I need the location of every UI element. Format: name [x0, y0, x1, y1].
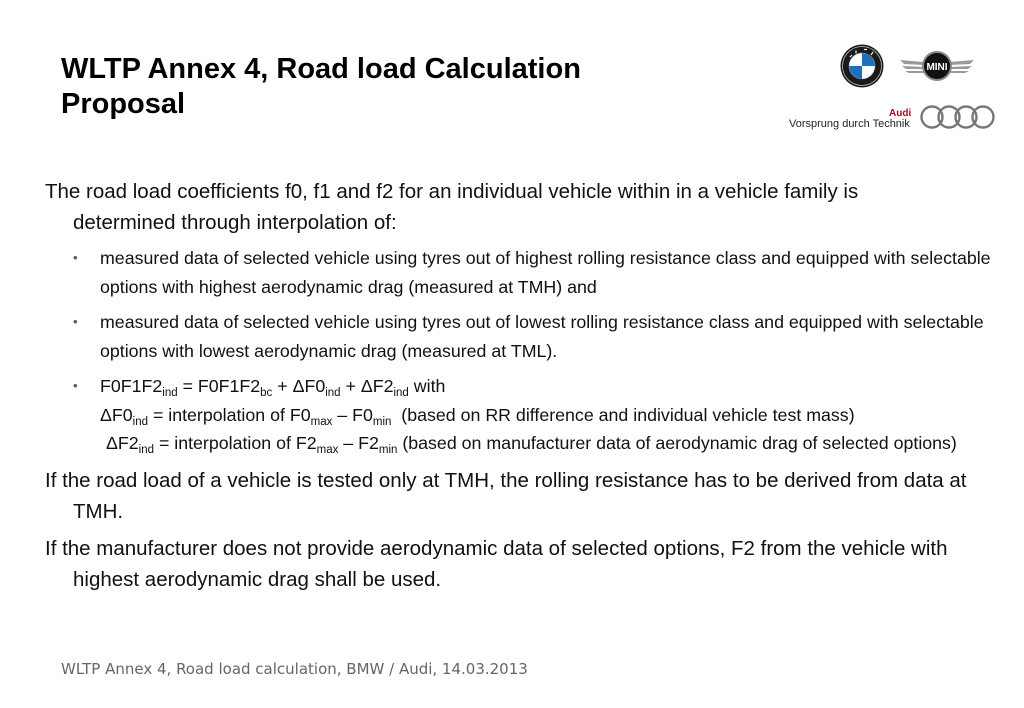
- formula-sub: ind: [132, 415, 148, 428]
- bullet-marker: •: [73, 314, 78, 329]
- formula-sub: min: [372, 415, 392, 428]
- bullet-marker: •: [73, 250, 78, 265]
- formula-main: [100, 372, 1005, 401]
- tmh-paragraph: If the road load of a vehicle is tested only at TMH, the rolling resistance has to be derived from data at TMH.: [45, 468, 967, 523]
- formula-term: ΔF0: [100, 404, 133, 425]
- audi-slogan: Vorsprung durch Technik: [789, 118, 910, 130]
- bullet-lowest-drag: measured data of selected vehicle using tyres out of lowest rolling resistance class and equipped with selectable options with lowest aerodynamic drag (measured at TML).: [100, 312, 984, 361]
- formula-df0: [100, 401, 1005, 430]
- aero-paragraph: If the manufacturer does not provide aerodynamic data of selected options, F2 from the vehicle with highest aerodynamic drag shall be used.: [45, 536, 948, 591]
- slide-footer: WLTP Annex 4, Road load calculation, BMW / Audi, 14.03.2013: [61, 660, 528, 678]
- intro-line1: The road load coefficients f0, f1 and f2 for an individual vehicle within in a vehicle family is: [45, 180, 859, 203]
- formula-note: (based on RR difference and individual vehicle test mass): [391, 404, 855, 425]
- slide-title: [61, 52, 701, 122]
- formula-term: – F2: [338, 433, 379, 453]
- formula-item: [73, 372, 1005, 458]
- brand-logos: [785, 40, 1005, 135]
- bullet-list: [45, 244, 1005, 458]
- bmw-logo-icon: [840, 44, 884, 88]
- slide-title-line2: Proposal: [61, 88, 186, 120]
- bullet-highest-drag: measured data of selected vehicle using tyres out of highest rolling resistance class and equipped with selectable options with highest aerodynamic drag (measured at TMH) and: [100, 248, 991, 297]
- formula-sub: ind: [162, 387, 178, 399]
- formula-eq: = F0F1F2: [177, 376, 261, 396]
- formula-sub: max: [310, 415, 333, 428]
- formula-sub: min: [378, 444, 398, 456]
- formula-sub: max: [316, 444, 339, 456]
- intro-line2: determined through interpolation of:: [73, 211, 397, 234]
- formula-term: + ΔF2: [340, 376, 394, 396]
- mini-logo-text: MINI: [926, 62, 948, 73]
- formula-lhs: F0F1F2: [100, 376, 163, 396]
- formula-sub: bc: [260, 387, 273, 399]
- formula-sub: ind: [325, 387, 341, 399]
- audi-rings-icon: [920, 103, 995, 131]
- formula-term: – F0: [332, 404, 373, 425]
- formula-sub: ind: [393, 387, 409, 399]
- formula-term: + ΔF0: [272, 376, 326, 396]
- audi-name: Audi: [889, 108, 912, 119]
- slide-body: [45, 176, 1005, 601]
- list-item: [73, 308, 1005, 365]
- formula-term: = interpolation of F0: [148, 404, 311, 425]
- formula-term: = interpolation of F2: [154, 433, 317, 453]
- bullet-marker: •: [73, 378, 78, 393]
- slide-title-line1: WLTP Annex 4, Road load Calculation: [61, 53, 581, 85]
- mini-logo-icon: [898, 48, 976, 84]
- list-item: [73, 244, 1005, 301]
- formula-df2: [100, 429, 1005, 458]
- formula-with: with: [408, 376, 446, 396]
- formula-note: (based on manufacturer data of aerodynamic drag of selected options): [397, 433, 957, 453]
- intro-paragraph: [45, 176, 1005, 238]
- formula-term: ΔF2: [106, 433, 139, 453]
- formula-sub: ind: [138, 444, 154, 456]
